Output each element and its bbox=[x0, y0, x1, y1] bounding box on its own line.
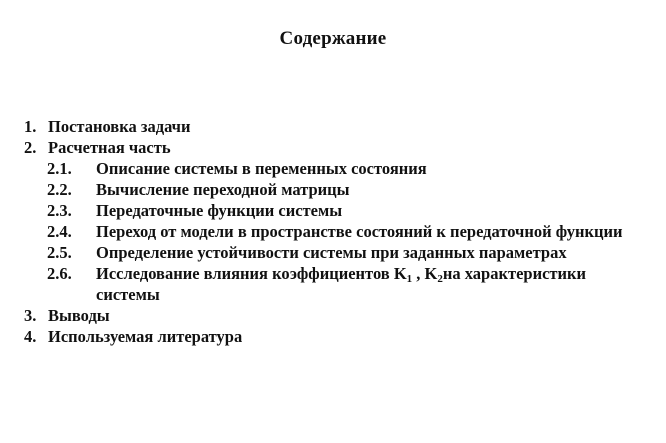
toc-text-part: на характеристики системы bbox=[96, 264, 587, 304]
toc-text-part: Исследование влияния коэффициентов K bbox=[96, 264, 407, 283]
toc-item-text: Определение устойчивости системы при заданных параметрах bbox=[96, 243, 567, 262]
table-of-contents bbox=[24, 116, 644, 347]
toc-item-number: 1. bbox=[24, 117, 37, 136]
toc-item-text: Передаточные функции системы bbox=[96, 201, 343, 220]
toc-item-text: Описание системы в переменных состояния bbox=[96, 159, 427, 178]
toc-item-3 bbox=[24, 305, 644, 326]
toc-item-number: 2. bbox=[24, 138, 37, 157]
toc-item-text: Расчетная часть bbox=[48, 138, 171, 157]
toc-item-text: Вычисление переходной матрицы bbox=[96, 180, 350, 199]
toc-item-2-4 bbox=[24, 221, 644, 242]
toc-item-number: 2.4. bbox=[47, 222, 72, 241]
subscript-1: 1 bbox=[406, 273, 413, 285]
toc-item-2-5 bbox=[24, 242, 644, 263]
toc-item-2-6 bbox=[24, 263, 644, 305]
toc-item-2-3 bbox=[24, 200, 644, 221]
toc-item-4 bbox=[24, 326, 644, 347]
toc-item-2-2 bbox=[24, 179, 644, 200]
toc-item-number: 3. bbox=[24, 306, 37, 325]
toc-item-number: 2.6. bbox=[47, 264, 72, 283]
toc-item-number: 2.3. bbox=[47, 201, 72, 220]
page-title: Содержание bbox=[279, 28, 387, 49]
toc-item-1 bbox=[24, 116, 644, 137]
subscript-2: 2 bbox=[437, 273, 443, 285]
toc-item-number: 2.1. bbox=[47, 159, 72, 178]
toc-item-number: 2.2. bbox=[47, 180, 72, 199]
toc-item-number: 2.5. bbox=[47, 243, 72, 262]
toc-item-text: Выводы bbox=[48, 306, 110, 325]
toc-item-number: 4. bbox=[24, 327, 37, 346]
toc-item-2 bbox=[24, 137, 644, 158]
toc-item-text: Используемая литература bbox=[48, 327, 243, 346]
toc-item-text: Постановка задачи bbox=[48, 117, 191, 136]
toc-item-2-1 bbox=[24, 158, 644, 179]
toc-item-text: Переход от модели в пространстве состояний к передаточной функции bbox=[96, 222, 623, 241]
toc-item-text bbox=[96, 263, 641, 305]
toc-text-part: , K bbox=[412, 264, 438, 283]
